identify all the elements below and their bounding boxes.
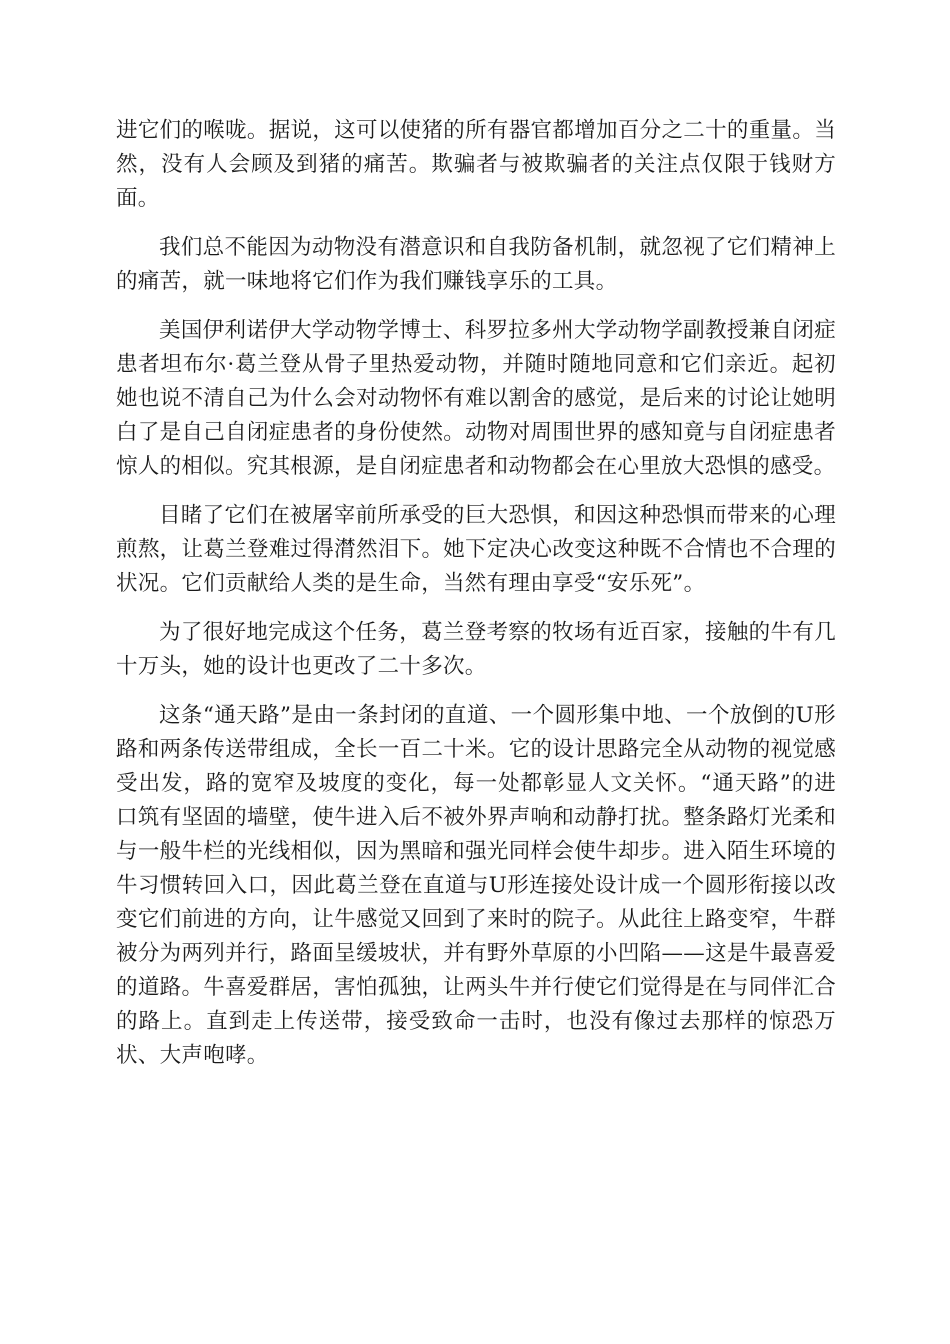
- paragraph-4: 目睹了它们在被屠宰前所承受的巨大恐惧，和因这种恐惧而带来的心理煎熬，让葛兰登难过得潸然泪下。她下定决心改变这种既不合情也不合理的状况。它们贡献给人类的是生命，当然有理由享受“安乐死”。: [116, 503, 836, 596]
- paragraph-3: 美国伊利诺伊大学动物学博士、科罗拉多州大学动物学副教授兼自闭症患者坦布尔·葛兰登从骨子里热爱动物，并随时随地同意和它们亲近。起初她也说不清自己为什么会对动物怀有难以割舍的感觉，是后来的讨论让她明白了是自己自闭症患者的身份使然。动物对周围世界的感知竟与自闭症患者惊人的相似。究其根源，是自闭症患者和动物都会在心里放大恐惧的感受。: [116, 318, 836, 479]
- paragraph-5: 为了很好地完成这个任务，葛兰登考察的牧场有近百家，接触的牛有几十万头，她的设计也更改了二十多次。: [116, 620, 836, 679]
- paragraph-1: 进它们的喉咙。据说，这可以使猪的所有器官都增加百分之二十的重量。当然，没有人会顾及到猪的痛苦。欺骗者与被欺骗者的关注点仅限于钱财方面。: [116, 118, 836, 211]
- paragraph-2: 我们总不能因为动物没有潜意识和自我防备机制，就忽视了它们精神上的痛苦，就一味地将它们作为我们赚钱享乐的工具。: [116, 235, 836, 294]
- document-page: [116, 114, 836, 1088]
- paragraph-6: 这条“通天路”是由一条封闭的直道、一个圆形集中地、一个放倒的U形路和两条传送带组成，全长一百二十米。它的设计思路完全从动物的视觉感受出发，路的宽窄及坡度的变化，每一处都彰显人文关怀。“通天路”的进口筑有坚固的墙壁，使牛进入后不被外界声响和动静打扰。整条路灯光柔和与一般牛栏的光线相似，因为黑暗和强光同样会使牛却步。进入陌生环境的牛习惯转回入口，因此葛兰登在直道与U形连接处设计成一个圆形衔接以改变它们前进的方向，让牛感觉又回到了来时的院子。从此往上路变窄，牛群被分为两列并行，路面呈缓坡状，并有野外草原的小凹陷——这是牛最喜爱的道路。牛喜爱群居，害怕孤独，让两头牛并行使它们觉得是在与同伴汇合的路上。直到走上传送带，接受致命一击时，也没有像过去那样的惊恐万状、大声咆哮。: [116, 703, 836, 1068]
